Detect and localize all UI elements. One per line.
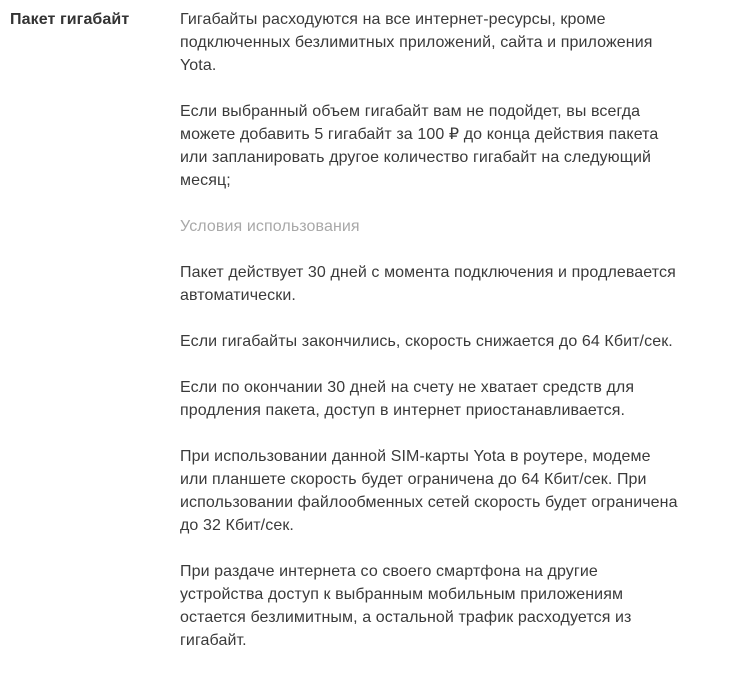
paragraph-insufficient-funds: Если по окончании 30 дней на счету не хватает средств для продления пакета, доступ в интернет приостанавливается. bbox=[180, 379, 635, 419]
paragraph-tethering: При раздаче интернета со своего смартфона на другие устройства доступ к выбранным мобильным приложениям остается безлимитным, а остальной трафик расходуется из гигабайт. bbox=[180, 563, 632, 649]
subheading-usage-terms: Условия использования bbox=[180, 218, 360, 235]
paragraph-package-duration: Пакет действует 30 дней с момента подключения и продлевается автоматически. bbox=[180, 264, 676, 304]
term-title: Пакет гигабайт bbox=[10, 11, 130, 28]
paragraph-add-gigabytes: Если выбранный объем гигабайт вам не подойдет, вы всегда можете добавить 5 гигабайт за 100 ₽ до конца действия пакета или запланировать другое количество гигабайт на следующий месяц; bbox=[180, 103, 659, 189]
term-column bbox=[10, 8, 180, 675]
description-column bbox=[180, 8, 680, 675]
paragraph-speed-reduction: Если гигабайты закончились, скорость снижается до 64 Кбит/сек. bbox=[180, 333, 673, 350]
paragraph-gigabytes-usage: Гигабайты расходуются на все интернет-ресурсы, кроме подключенных безлимитных приложений, сайта и приложения Yota. bbox=[180, 11, 653, 74]
paragraph-sim-in-router: При использовании данной SIM-карты Yota в роутере, модеме или планшете скорость будет ограничена до 64 Кбит/сек. При использовании файлообменных сетей скорость будет ограничена до 32 Кбит/сек. bbox=[180, 448, 678, 534]
